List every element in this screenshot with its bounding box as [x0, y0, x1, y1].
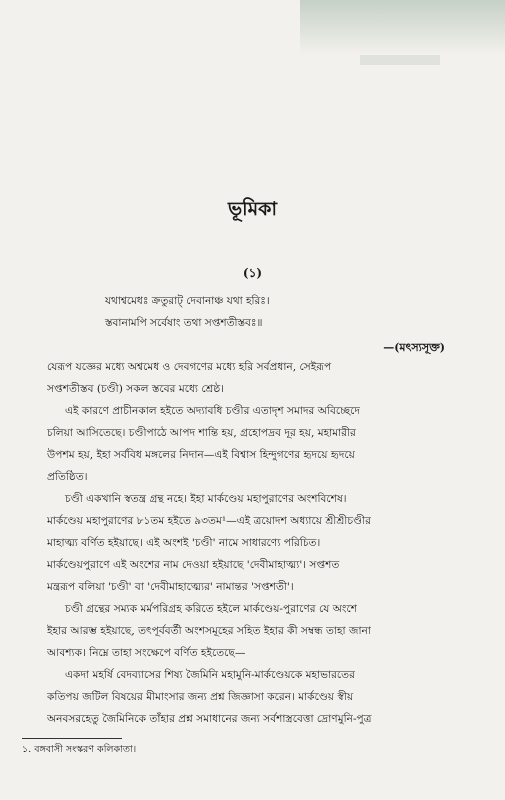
- verse-source: —(মৎস্যসূক্ত): [383, 341, 445, 354]
- text-line: আবশ্যক। নিম্নে তাহা সংক্ষেপে বর্ণিত হইতেছে—: [47, 647, 246, 659]
- verse-line-2: স্তবানামপি সর্বেষাং তথা সপ্তশতীস্তবঃ॥: [105, 317, 263, 329]
- text-line: উপশম হয়, ইহা সর্ববিধ মঙ্গলের নিদান—এই বিশ্বাস হিন্দুগণের হৃদয়ে হৃদয়ে: [47, 449, 355, 461]
- text-line: মন্ত্ররূপ বলিয়া 'চণ্ডী' বা 'দেবীমাহাত্ম্যের' নামান্তর 'সপ্তশতী'।: [47, 581, 294, 593]
- section-number: (১): [242, 266, 263, 280]
- text-line: প্রতিষ্ঠিত।: [47, 471, 88, 483]
- text-line: চলিয়া আসিতেছে। চণ্ডীপাঠে আপদ শান্তি হয়, গ্রহোপদ্রব দূর হয়, মহামারীর: [47, 427, 356, 439]
- text-line: চণ্ডী একখানি স্বতন্ত্র গ্রন্থ নহে। ইহা মার্কণ্ডেয় মহাপুরাণের অংশবিশেষ।: [65, 493, 347, 505]
- text-line: একদা মহর্ষি বেদব্যাসের শিষ্য জৈমিনি মহামুনি-মার্কণ্ডেয়কে মহাভারতের: [65, 669, 355, 681]
- text-line: মাহাত্ম্য বর্ণিত হইয়াছে। এই অংশই 'চণ্ডী' নামে সাধারণ্যে পরিচিত।: [47, 537, 321, 549]
- previous-page-bleed-through: [360, 55, 440, 65]
- text-line: যেরূপ যজ্ঞের মধ্যে অশ্বমেধ ও দেবগণের মধ্যে হরি সর্বপ্রধান, সেইরূপ: [47, 361, 332, 373]
- text-line: মার্কণ্ডেয় মহাপুরাণের ৮১তম হইতে ৯৩তম¹—এই ত্রয়োদশ অধ্যায়ে শ্রীশ্রীচণ্ডীর: [47, 515, 371, 527]
- text-line: এই কারণে প্রাচীনকাল হইতে অদ্যাবধি চণ্ডীর এতাদৃশ সমাদর অবিচ্ছেদে: [65, 405, 360, 417]
- text-line: অনবসরহেতু জৈমিনিকে তাঁহার প্রশ্ন সমাধানের জন্য সর্বশাস্ত্রবেত্তা দ্রোণমুনি-পুত্র: [47, 713, 372, 725]
- page-title: ভূমিকা: [228, 198, 277, 220]
- body-paragraphs: [47, 356, 462, 730]
- text-line: চণ্ডী গ্রন্থের সম্যক মর্মপরিগ্রহ করিতে হইলে মার্কণ্ডেয়-পুরাণের যে অংশে: [65, 603, 357, 615]
- verse-line-1: যথাশ্বমেধঃ ক্রতুরাট্‌ দেবানাঞ্চ যথা হরিঃ।: [105, 295, 270, 307]
- text-line: ইহার আরম্ভ হইয়াছে, তৎপূর্ববর্তী অংশসমূহের সহিত ইহার কী সম্বন্ধ তাহা জানা: [47, 625, 371, 637]
- footnote: ১. বঙ্গবাসী সংস্করণ কলিকাতা।: [22, 744, 137, 755]
- footnote-rule: [22, 738, 122, 739]
- text-line: সপ্তশতীস্তব (চণ্ডী) সকল স্তবের মধ্যে শ্রেষ্ঠ।: [47, 383, 225, 395]
- text-line: মার্কণ্ডেয়পুরাণে এই অংশের নাম দেওয়া হইয়াছে 'দেবীমাহাত্ম্য'। সপ্তশত: [47, 559, 340, 571]
- text-line: কতিপয় জটিল বিষয়ের মীমাংসার জন্য প্রশ্ন জিজ্ঞাসা করেন। মার্কণ্ডেয় স্বীয়: [47, 691, 354, 703]
- previous-page-bleed-through: [300, 0, 505, 55]
